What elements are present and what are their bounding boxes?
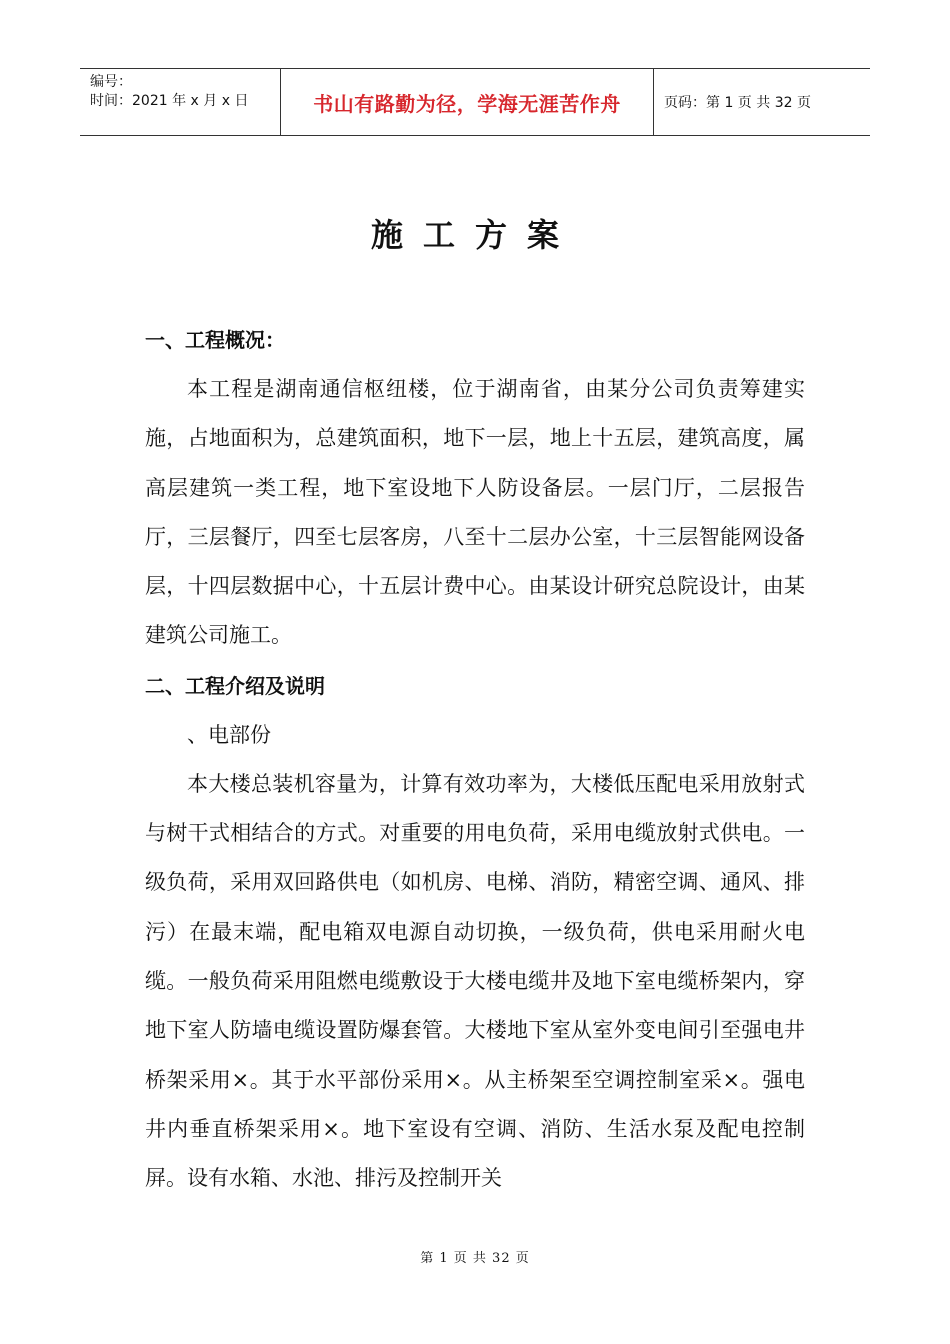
time-label: 时间：2021 年 x 月 x 日 xyxy=(90,93,249,109)
header-meta xyxy=(80,69,281,135)
document-header xyxy=(80,68,870,136)
header-motto: 书山有路勤为径，学海无涯苦作舟 xyxy=(281,69,654,135)
section-heading-overview: 一、工程概况： xyxy=(145,328,285,352)
section-heading-introduction: 二、工程介绍及说明 xyxy=(145,673,325,698)
number-label: 编号： xyxy=(90,74,132,90)
header-page-number: 页码：第 1 页 共 32 页 xyxy=(664,95,811,111)
overview-paragraph: 本工程是湖南通信枢纽楼，位于湖南省，由某分公司负责筹建实施，占地面积为，总建筑面积，地下一层，地上十五层，建筑高度，属高层建筑一类工程，地下室设地下人防设备层。一层门厅，二层报告厅，三层餐厅，四至七层客房，八至十二层办公室，十三层智能网设备层，十四层数据中心，十五层计费中心。由某设计研究总院设计，由某建筑公司施工。 xyxy=(145,377,805,648)
page-footer: 第 1 页 共 32 页 xyxy=(420,1251,530,1266)
document-title: 施工方案 xyxy=(370,216,579,254)
document-body xyxy=(145,315,805,1203)
subsection-electrical: 、电部份 xyxy=(187,722,271,747)
electrical-paragraph: 本大楼总装机容量为，计算有效功率为，大楼低压配电采用放射式与树干式相结合的方式。对重要的用电负荷，采用电缆放射式供电。一级负荷，采用双回路供电（如机房、电梯、消防，精密空调、通风、排污）在最末端，配电箱双电源自动切换，一级负荷，供电采用耐火电缆。一般负荷采用阻燃电缆敷设于大楼电缆井及地下室电缆桥架内，穿地下室人防墙电缆设置防爆套管。大楼地下室从室外变电间引至强电井桥架采用×。其于水平部份采用×。从主桥架至空调控制室采×。强电井内垂直桥架采用×。地下室设有空调、消防、生活水泵及配电控制屏。设有水箱、水池、排污及控制开关 xyxy=(145,771,805,1191)
